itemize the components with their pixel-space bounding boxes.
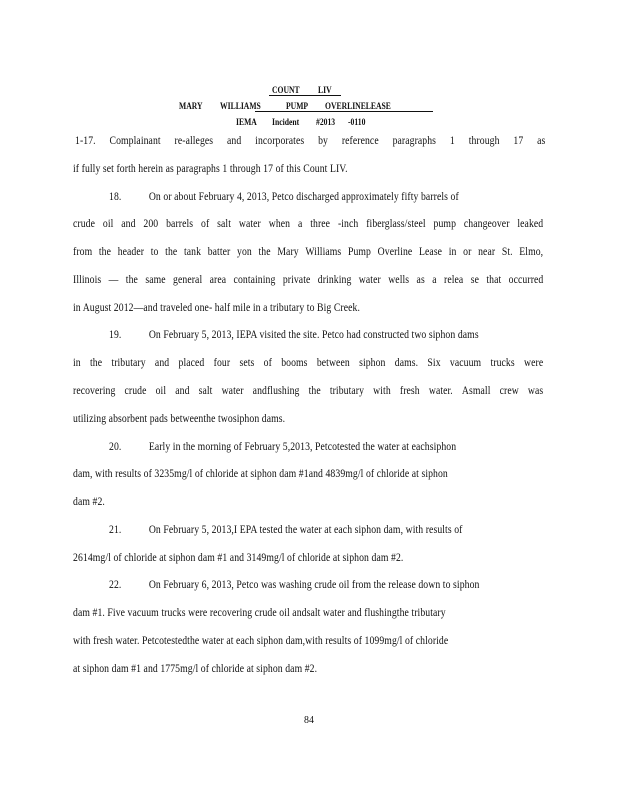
body-word: and bbox=[154, 357, 170, 369]
body-word: of bbox=[201, 218, 210, 230]
body-line bbox=[73, 357, 544, 369]
body-word: and bbox=[175, 385, 190, 397]
body-word: of bbox=[263, 357, 272, 369]
body-word: the bbox=[308, 385, 321, 397]
body-word: Mary bbox=[277, 246, 299, 258]
body-word: salt bbox=[198, 385, 213, 397]
body-word: the bbox=[90, 357, 103, 369]
body-word: Six bbox=[427, 357, 441, 369]
body-word: the bbox=[98, 246, 112, 258]
body-word: through bbox=[468, 135, 500, 147]
body-word: water bbox=[221, 385, 244, 397]
body-text: with fresh water. Petcotestedthe water at each siphon dam,with results of 1099mg/l of chloride bbox=[73, 635, 449, 647]
body-word: by bbox=[318, 135, 328, 147]
body-word: water bbox=[358, 274, 381, 286]
body-text: dam #1. Five vacuum trucks were recovering crude oil andsalt water and flushingthe tributary bbox=[73, 607, 446, 619]
body-word: crew bbox=[499, 385, 519, 397]
body-word: Overline bbox=[377, 246, 413, 258]
body-word: in bbox=[73, 357, 81, 369]
body-text: in August 2012—and traveled one- half mile in a tributary to Big Creek. bbox=[73, 302, 360, 314]
case-title-word: OVERLINELEASE bbox=[325, 101, 391, 111]
body-line bbox=[73, 274, 544, 286]
body-line bbox=[73, 302, 477, 314]
body-word: from bbox=[73, 246, 93, 258]
case-title-word: PUMP bbox=[286, 101, 309, 111]
body-line bbox=[73, 607, 477, 619]
body-word: in bbox=[448, 246, 457, 258]
body-word: se bbox=[470, 274, 479, 286]
body-word: Pump bbox=[347, 246, 371, 258]
body-word: booms bbox=[281, 357, 308, 369]
caption-underline bbox=[255, 111, 433, 112]
paragraph-number: 22. bbox=[109, 579, 122, 591]
body-word: batter bbox=[207, 246, 231, 258]
body-word: near bbox=[478, 246, 496, 258]
body-word: tributary bbox=[329, 385, 365, 397]
body-text: at siphon dam #1 and 1775mg/l of chloride at siphon dam #2. bbox=[73, 663, 318, 675]
body-word: Complainant bbox=[109, 135, 161, 147]
body-word: a bbox=[297, 218, 303, 230]
body-word: dams. bbox=[394, 357, 419, 369]
body-text: dam #2. bbox=[73, 496, 105, 508]
incident-word: #2013 bbox=[316, 117, 336, 127]
body-word: were bbox=[524, 357, 544, 369]
body-word: 1 bbox=[449, 135, 455, 147]
body-text: On February 5, 2013,I EPA tested the water at each siphon dam, with results of bbox=[148, 524, 463, 536]
body-word: drinking bbox=[317, 274, 352, 286]
body-word: header bbox=[117, 246, 145, 258]
body-line bbox=[109, 329, 513, 341]
body-word: the bbox=[258, 246, 271, 258]
body-word: three bbox=[310, 218, 331, 230]
body-line bbox=[73, 163, 477, 175]
body-word: to bbox=[150, 246, 159, 258]
body-line bbox=[73, 635, 477, 647]
body-word: when bbox=[268, 218, 291, 230]
body-line bbox=[75, 135, 546, 147]
body-word: pump bbox=[433, 218, 457, 230]
body-line bbox=[109, 524, 513, 536]
body-word: barrels bbox=[166, 218, 194, 230]
body-word: water bbox=[238, 218, 261, 230]
case-title-word: WILLIAMS bbox=[220, 101, 261, 111]
body-word: a bbox=[432, 274, 437, 286]
body-word: paragraphs bbox=[392, 135, 437, 147]
body-word: leaked bbox=[517, 218, 544, 230]
body-word: and bbox=[227, 135, 242, 147]
body-word: area bbox=[209, 274, 227, 286]
body-line bbox=[73, 663, 477, 675]
count-number: LIV bbox=[318, 85, 332, 95]
body-word: andflushing bbox=[252, 385, 300, 397]
body-word: Williams bbox=[305, 246, 342, 258]
body-word: 1-17. bbox=[75, 135, 96, 147]
body-word: between bbox=[316, 357, 350, 369]
body-word: placed bbox=[178, 357, 205, 369]
body-word: siphon bbox=[359, 357, 386, 369]
body-word: oil bbox=[102, 218, 114, 230]
body-word: fiberglass/steel bbox=[366, 218, 426, 230]
body-line bbox=[109, 579, 513, 591]
body-line bbox=[109, 441, 513, 453]
body-word: was bbox=[527, 385, 544, 397]
body-text: utilizing absorbent pads betweenthe twosiphon dams. bbox=[73, 413, 286, 425]
body-word: St. bbox=[501, 246, 513, 258]
paragraph-number: 20. bbox=[109, 441, 122, 453]
body-word: with bbox=[373, 385, 391, 397]
body-word: changeover bbox=[463, 218, 510, 230]
body-word: four bbox=[213, 357, 231, 369]
body-line bbox=[73, 385, 544, 397]
paragraph-number: 18. bbox=[109, 191, 122, 203]
body-word: private bbox=[282, 274, 311, 286]
body-word: Elmo, bbox=[519, 246, 544, 258]
body-word: crude bbox=[73, 218, 96, 230]
body-line bbox=[73, 468, 477, 480]
incident-word: IEMA bbox=[236, 117, 257, 127]
body-word: containing bbox=[233, 274, 276, 286]
body-line bbox=[73, 246, 544, 258]
paragraph-number: 19. bbox=[109, 329, 122, 341]
body-word: as bbox=[416, 274, 425, 286]
body-word: oil bbox=[155, 385, 167, 397]
body-word: and bbox=[121, 218, 136, 230]
body-word: -inch bbox=[337, 218, 359, 230]
body-word: water. bbox=[428, 385, 453, 397]
body-word: trucks bbox=[490, 357, 515, 369]
body-word: — bbox=[108, 274, 119, 286]
body-word: crude bbox=[124, 385, 147, 397]
body-line bbox=[73, 413, 477, 425]
body-word: reference bbox=[341, 135, 379, 147]
body-text: Early in the morning of February 5,2013, Petcotested the water at eachsiphon bbox=[148, 441, 457, 453]
page-number: 84 bbox=[304, 714, 314, 726]
body-line bbox=[73, 218, 544, 230]
body-word: the bbox=[125, 274, 138, 286]
count-label: COUNT bbox=[272, 85, 300, 95]
body-line bbox=[73, 496, 477, 508]
body-word: vacuum bbox=[449, 357, 482, 369]
incident-word: Incident bbox=[272, 117, 300, 127]
body-line bbox=[73, 552, 477, 564]
body-word: sets bbox=[239, 357, 255, 369]
body-word: tributary bbox=[111, 357, 146, 369]
case-title-word: MARY bbox=[179, 101, 203, 111]
body-word: 17 bbox=[513, 135, 524, 147]
body-word: wells bbox=[388, 274, 410, 286]
body-word: Asmall bbox=[461, 385, 491, 397]
body-text: if fully set forth herein as paragraphs 1 through 17 of this Count LIV. bbox=[73, 163, 348, 175]
body-line bbox=[109, 191, 513, 203]
body-word: occurred bbox=[508, 274, 544, 286]
body-word: same bbox=[145, 274, 166, 286]
body-word: fresh bbox=[399, 385, 420, 397]
body-text: On February 6, 2013, Petco was washing crude oil from the release down to siphon bbox=[148, 579, 480, 591]
body-word: salt bbox=[217, 218, 231, 230]
body-word: 200 bbox=[143, 218, 159, 230]
body-word: that bbox=[486, 274, 502, 286]
body-word: incorporates bbox=[255, 135, 305, 147]
incident-word: -0110 bbox=[348, 117, 366, 127]
count-underline bbox=[269, 95, 341, 96]
body-word: yon bbox=[237, 246, 252, 258]
body-word: Lease bbox=[419, 246, 443, 258]
body-word: relea bbox=[444, 274, 464, 286]
body-word: Illinois bbox=[73, 274, 102, 286]
body-text: On or about February 4, 2013, Petco discharged approximately fifty barrels of bbox=[148, 191, 459, 203]
body-word: tank bbox=[183, 246, 202, 258]
body-word: or bbox=[463, 246, 472, 258]
body-text: On February 5, 2013, IEPA visited the site. Petco had constructed two siphon dams bbox=[148, 329, 479, 341]
body-word: re-alleges bbox=[174, 135, 214, 147]
body-text: dam, with results of 3235mg/l of chloride at siphon dam #1and 4839mg/l of chloride at siphon bbox=[73, 468, 448, 480]
body-word: general bbox=[173, 274, 203, 286]
body-word: the bbox=[165, 246, 178, 258]
paragraph-number: 21. bbox=[109, 524, 122, 536]
body-word: recovering bbox=[73, 385, 116, 397]
body-word: as bbox=[537, 135, 546, 147]
body-text: 2614mg/l of chloride at siphon dam #1 and 3149mg/l of chloride at siphon dam #2. bbox=[73, 552, 404, 564]
